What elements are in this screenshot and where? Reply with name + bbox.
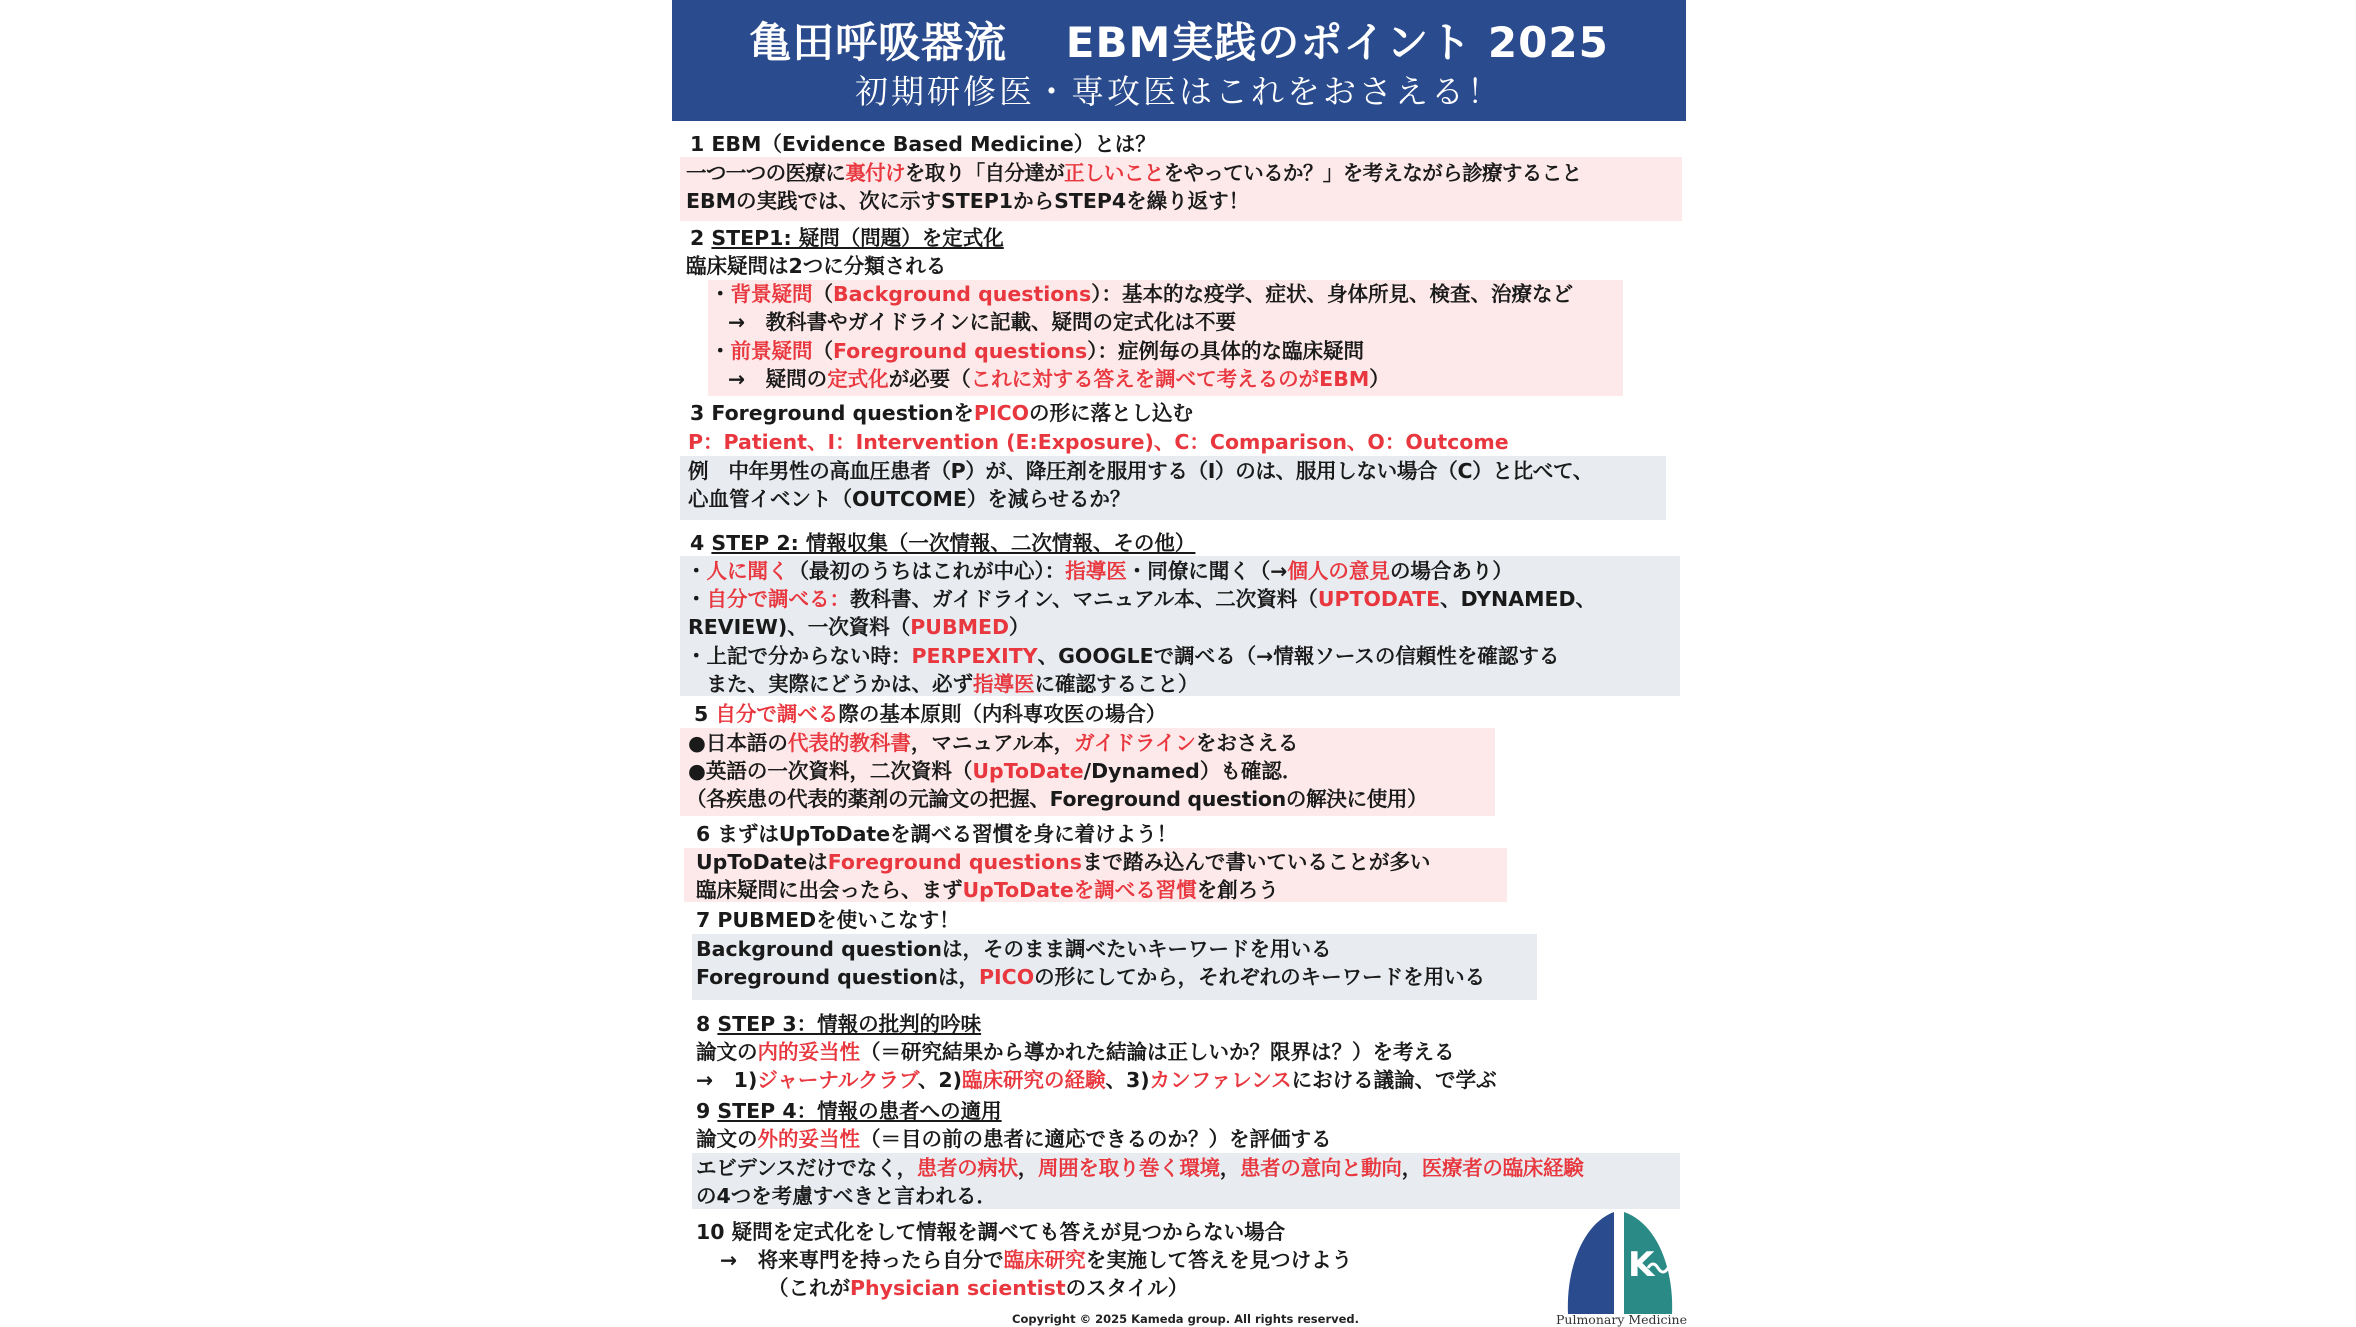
text-seg: 3 Foreground questionを (690, 401, 974, 425)
emphasis-text: 個人の意見 (1287, 559, 1390, 583)
text-seg: REVIEW)、一次資料（ (688, 615, 911, 639)
emphasis-text: PUBMED (910, 615, 1009, 639)
emphasis-text: 指導医 (1065, 559, 1127, 583)
header-banner (672, 0, 1686, 121)
section2-line3: → 教科書やガイドラインに記載、疑問の定式化は不要 (728, 310, 1236, 334)
section-number: 9 (696, 1099, 718, 1123)
text-seg: ・ (686, 559, 707, 583)
text-seg: ●英語の一次資料，二次資料（ (688, 759, 973, 783)
section8-title (696, 1010, 981, 1038)
emphasis-text: PERPEXITY (911, 644, 1038, 668)
emphasis-text: 人に聞く (706, 559, 789, 583)
text-seg: が必要（ (888, 367, 971, 391)
text-seg: （ (812, 339, 833, 363)
emphasis-text: 周囲を取り巻く環境 (1037, 1156, 1220, 1180)
text-seg: ） (1369, 367, 1390, 391)
section9-line3: の4つを考慮すべきと言われる． (696, 1184, 997, 1208)
emphasis-text: 内的妥当性 (757, 1040, 860, 1064)
section4-line5 (686, 670, 1199, 698)
emphasis-text: UPTODATE (1317, 587, 1441, 611)
emphasis-text: 患者の病状 (916, 1156, 1018, 1180)
section4-line3 (688, 613, 1030, 641)
section10-line2 (768, 1274, 1188, 1302)
emphasis-text: 自分で調べる： (706, 587, 850, 611)
text-seg: を創ろう (1196, 878, 1279, 902)
text-seg: ） (1009, 615, 1030, 639)
section6-line1 (696, 848, 1430, 876)
text-seg: ）：基本的な疫学、症状、身体所見、検査、治療など (1091, 282, 1573, 306)
section9-line2 (696, 1154, 1583, 1182)
text-seg: 、GOOGLEで調べる（→情報ソースの信頼性を確認する (1037, 644, 1560, 668)
text-seg: また、実際にどうかは、必ず (686, 672, 973, 696)
text-seg: UpToDateは (696, 850, 828, 874)
text-seg: ・ (710, 339, 731, 363)
emphasis-text: 自分で調べる (715, 702, 839, 726)
section7-title: 7 PUBMEDを使いこなす！ (696, 908, 960, 932)
text-seg: をやっているか？」を考えながら診療すること (1163, 161, 1582, 185)
emphasis-text: 背景疑問 (730, 282, 813, 306)
text-seg: （＝研究結果から導かれた結論は正しいか？限界は？）を考える (860, 1040, 1455, 1064)
emphasis-text: ジャーナルクラブ (757, 1068, 918, 1092)
text-seg: の形にしてから，それぞれのキーワードを用いる (1034, 965, 1486, 989)
text-seg: ●日本語の (688, 731, 788, 755)
section-heading: STEP 3：情報の批判的吟味 (717, 1012, 982, 1036)
emphasis-text: Physician scientist (850, 1276, 1066, 1300)
document-page (672, 0, 1686, 1325)
pulmonary-medicine-logo (1564, 1210, 1676, 1320)
text-seg: Foreground questionは， (696, 965, 980, 989)
emphasis-text: 臨床研究の経験 (961, 1068, 1106, 1092)
text-seg: 、DYNAMED、 (1440, 587, 1596, 611)
section2-line1: 臨床疑問は2つに分類される (686, 254, 947, 278)
text-seg: ・上記で分からない時： (686, 644, 912, 668)
emphasis-text: 代表的教科書 (787, 731, 911, 755)
section5-title (694, 700, 1166, 728)
text-seg: エビデンスだけでなく， (696, 1156, 917, 1180)
text-seg: （これが (768, 1276, 850, 1300)
section4-line4 (686, 642, 1559, 670)
section7-line1: Background questionは，そのまま調べたいキーワードを用いる (696, 937, 1332, 961)
text-seg: 、2) (917, 1068, 962, 1092)
text-seg: 論文の (696, 1040, 758, 1064)
section10-title: 10 疑問を定式化をして情報を調べても答えが見つからない場合 (696, 1220, 1286, 1244)
text-seg: 教科書、ガイドライン、マニュアル本、二次資料（ (850, 587, 1318, 611)
text-seg: /Dynamed）も確認． (1083, 759, 1303, 783)
section3-title (690, 399, 1193, 427)
text-seg: ， (1219, 1156, 1240, 1180)
pico-definition: P：Patient、I：Intervention (E:Exposure)、C：Comparison、O：Outcome (688, 430, 1509, 454)
emphasis-text: 患者の意向と動向 (1239, 1156, 1402, 1180)
text-seg: → 将来専門を持ったら自分で (720, 1248, 1004, 1272)
emphasis-text: 裏付け (845, 161, 905, 185)
emphasis-text: カンファレンス (1149, 1068, 1292, 1092)
section9-line1 (696, 1125, 1332, 1153)
emphasis-text: これに対する答えを調べて考えるのがEBM (970, 367, 1370, 391)
text-seg: 際の基本原則（内科専攻医の場合） (838, 702, 1167, 726)
text-seg: に確認すること） (1034, 672, 1199, 696)
section1-line2: EBMの実践では、次に示すSTEP1からSTEP4を繰り返す！ (686, 189, 1250, 213)
section5-line2 (688, 757, 1302, 785)
text-seg: → 1) (696, 1068, 758, 1092)
logo-left-lung (1568, 1212, 1614, 1314)
text-seg: 、3) (1105, 1068, 1150, 1092)
section5-line1 (688, 729, 1298, 757)
text-seg: → 疑問の (728, 367, 828, 391)
section3-example-line2: 心血管イベント（OUTCOME）を減らせるか？ (688, 487, 1131, 511)
text-seg: 5 (694, 702, 716, 726)
text-seg: のスタイル） (1065, 1276, 1189, 1300)
logo-caption: Pulmonary Medicine (1556, 1312, 1687, 1327)
emphasis-text: PICO (979, 965, 1035, 989)
emphasis-text: PICO (973, 401, 1030, 425)
logo-k-mark: K (1628, 1245, 1655, 1285)
text-seg: ）：症例毎の具体的な臨床疑問 (1087, 339, 1364, 363)
section8-line1 (696, 1038, 1455, 1066)
section2-line2 (710, 280, 1573, 308)
text-seg: をおさえる (1195, 731, 1299, 755)
section4-line1 (686, 557, 1513, 585)
emphasis-text: 外的妥当性 (757, 1127, 860, 1151)
text-seg: （最初のうちはこれが中心）： (788, 559, 1066, 583)
emphasis-text: 医療者の臨床経験 (1421, 1156, 1584, 1180)
text-seg: ， (1017, 1156, 1038, 1180)
section2-line4 (710, 337, 1364, 365)
section5-line3: （各疾患の代表的薬剤の元論文の把握、Foreground questionの解決に使用） (686, 787, 1428, 811)
section-heading: STEP1: 疑問（問題）を定式化 (711, 226, 1004, 250)
section9-title (696, 1097, 1002, 1125)
text-seg: を実施して答えを見つけよう (1085, 1248, 1353, 1272)
section1-title: 1 EBM（Evidence Based Medicine）とは？ (690, 132, 1156, 156)
section7-line2 (696, 963, 1485, 991)
section-number: 4 (690, 531, 712, 555)
copyright-text: Copyright © 2025 Kameda group. All rights reserved. (1012, 1312, 1360, 1326)
text-seg: の場合あり） (1389, 559, 1513, 583)
section8-line2 (696, 1066, 1497, 1094)
text-seg: 臨床疑問に出会ったら、まず (696, 878, 963, 902)
emphasis-text: 臨床研究 (1003, 1248, 1086, 1272)
emphasis-text: UpToDateを調べる習慣 (962, 878, 1197, 902)
text-seg: 論文の (696, 1127, 758, 1151)
emphasis-text: 前景疑問 (730, 339, 813, 363)
section2-line5 (728, 365, 1390, 393)
section6-line2 (696, 876, 1279, 904)
emphasis-text: 指導医 (973, 672, 1035, 696)
section-number: 2 (690, 226, 712, 250)
text-seg: ，マニュアル本， (910, 731, 1075, 755)
text-seg: 一つ一つの医療に (686, 161, 846, 185)
text-seg: ， (1401, 1156, 1422, 1180)
text-seg: （ (812, 282, 833, 306)
section6-title: 6 まずはUpToDateを調べる習慣を身に着けよう！ (696, 822, 1178, 846)
emphasis-text: UpToDate (972, 759, 1084, 783)
emphasis-text: Foreground questions (827, 850, 1082, 874)
emphasis-text: Foreground questions (833, 339, 1088, 363)
section-heading: STEP 4：情報の患者への適用 (717, 1099, 1002, 1123)
text-seg: ・同僚に聞く（→ (1126, 559, 1288, 583)
section2-title (690, 224, 1004, 252)
section1-line1 (686, 159, 1582, 187)
section-number: 8 (696, 1012, 718, 1036)
text-seg: の形に落とし込む (1029, 401, 1194, 425)
text-seg: （＝目の前の患者に適応できるのか？）を評価する (860, 1127, 1332, 1151)
text-seg: まで踏み込んで書いていることが多い (1081, 850, 1431, 874)
page-title: 亀田呼吸器流 EBM実践のポイント 2025 (749, 18, 1609, 67)
section3-example-line1: 例 中年男性の高血圧患者（P）が、降圧剤を服用する（I）のは、服用しない場合（C）と比べて、 (688, 459, 1593, 483)
text-seg: における議論、で学ぶ (1291, 1068, 1497, 1092)
text-seg: ・ (686, 587, 707, 611)
emphasis-text: 正しいこと (1064, 161, 1164, 185)
emphasis-text: ガイドライン (1074, 731, 1196, 755)
section4-title (690, 529, 1195, 557)
section4-line2 (686, 585, 1596, 613)
emphasis-text: 定式化 (827, 367, 889, 391)
text-seg: ・ (710, 282, 731, 306)
section-heading: STEP 2: 情報収集（一次情報、二次情報、その他） (711, 531, 1196, 555)
page-subtitle: 初期研修医・専攻医はこれをおさえる！ (855, 72, 1503, 111)
emphasis-text: Background questions (833, 282, 1092, 306)
section10-line1 (720, 1246, 1352, 1274)
text-seg: を取り「自分達が (904, 161, 1065, 185)
